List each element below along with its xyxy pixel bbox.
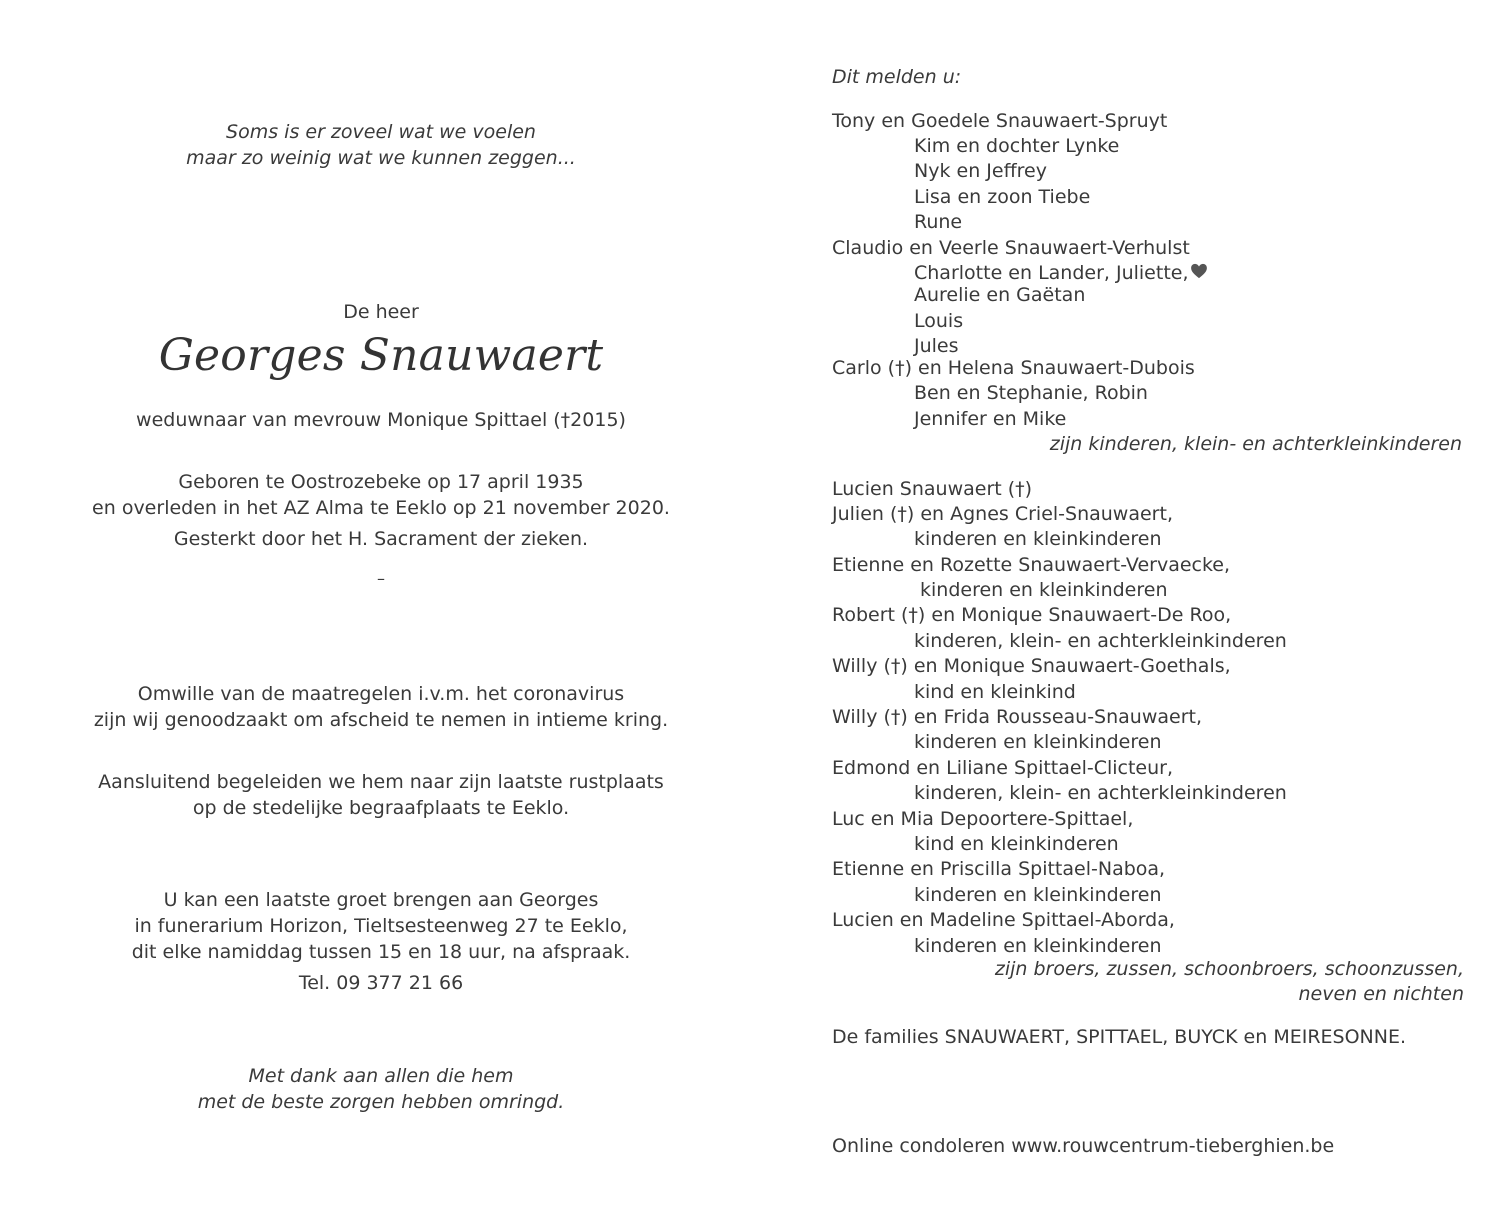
family-member: Jennifer en Mike <box>914 408 1067 430</box>
visit-line-2: in funerarium Horizon, Tieltsesteenweg 27 te Eeklo, <box>134 915 628 937</box>
family-member: Ben en Stephanie, Robin <box>914 382 1148 404</box>
sibling-descendants: kinderen en kleinkinderen <box>920 579 1168 601</box>
sibling-descendants: kind en kleinkind <box>914 681 1076 703</box>
family-head: Claudio en Veerle Snauwaert-Verhulst <box>832 237 1190 259</box>
salutation: De heer <box>343 301 419 323</box>
sibling-entry: Etienne en Priscilla Spittael-Naboa, <box>832 858 1166 880</box>
sibling-entry: Luc en Mia Depoortere-Spittael, <box>832 808 1134 830</box>
sibling-descendants: kind en kleinkinderen <box>914 833 1119 855</box>
families-line: De families SNAUWAERT, SPITTAEL, BUYCK en MEIRESONNE. <box>832 1026 1407 1048</box>
siblings-caption-line-1: zijn broers, zussen, schoonbroers, schoonzussen, <box>994 958 1464 980</box>
heart-icon <box>1190 262 1208 280</box>
family-member: Rune <box>914 211 963 233</box>
separator-dash: – <box>377 569 385 588</box>
sibling-entry: Edmond en Liliane Spittael-Clicteur, <box>832 757 1174 779</box>
sibling-entry: Willy (†) en Frida Rousseau-Snauwaert, <box>832 706 1203 728</box>
family-member: Aurelie en Gaëtan <box>914 284 1086 306</box>
thanks-line-1: Met dank aan allen die hem <box>248 1065 514 1087</box>
family-member: Charlotte en Lander, Juliette, <box>914 262 1189 284</box>
sibling-entry: Robert (†) en Monique Snauwaert-De Roo, <box>832 604 1232 626</box>
children-caption: zijn kinderen, klein- en achterkleinkinderen <box>1049 433 1462 455</box>
intro-line: Dit melden u: <box>832 66 962 88</box>
visit-line-1: U kan een laatste groet brengen aan Georges <box>163 889 599 911</box>
family-member: Lisa en zoon Tiebe <box>914 186 1091 208</box>
quote-line-1: Soms is er zoveel wat we voelen <box>226 121 536 143</box>
family-member: Jules <box>914 335 959 357</box>
family-member: Kim en dochter Lynke <box>914 135 1120 157</box>
sibling-entry: Willy (†) en Monique Snauwaert-Goethals, <box>832 655 1231 677</box>
sibling-descendants: kinderen, klein- en achterkleinkinderen <box>914 782 1287 804</box>
sibling-entry: Julien (†) en Agnes Criel-Snauwaert, <box>832 503 1173 525</box>
sibling-descendants: kinderen en kleinkinderen <box>914 528 1162 550</box>
burial-line-1: Aansluitend begeleiden we hem naar zijn laatste rustplaats <box>98 771 664 793</box>
quote-line-2: maar zo weinig wat we kunnen zeggen... <box>186 147 576 169</box>
sibling-descendants: kinderen en kleinkinderen <box>914 731 1162 753</box>
birth-line: Geboren te Oostrozebeke op 17 april 1935 <box>178 471 584 493</box>
sibling-entry: Lucien Snauwaert (†) <box>832 478 1033 500</box>
sibling-descendants: kinderen en kleinkinderen <box>914 884 1162 906</box>
widower-line: weduwnaar van mevrouw Monique Spittael (†2015) <box>136 409 626 431</box>
corona-line-2: zijn wij genoodzaakt om afscheid te nemen in intieme kring. <box>93 709 669 731</box>
sibling-entry: Etienne en Rozette Snauwaert-Vervaecke, <box>832 554 1231 576</box>
sibling-entry: Lucien en Madeline Spittael-Aborda, <box>832 909 1175 931</box>
family-member: Nyk en Jeffrey <box>914 160 1047 182</box>
family-head: Tony en Goedele Snauwaert-Spruyt <box>832 110 1168 132</box>
corona-line-1: Omwille van de maatregelen i.v.m. het coronavirus <box>137 683 625 705</box>
siblings-caption-line-2: neven en nichten <box>1298 983 1464 1005</box>
deceased-name: Georges Snauwaert <box>158 330 604 381</box>
phone-number: Tel. 09 377 21 66 <box>298 972 464 994</box>
thanks-line-2: met de beste zorgen hebben omringd. <box>197 1091 565 1113</box>
sacrament-line: Gesterkt door het H. Sacrament der zieken. <box>173 528 589 550</box>
burial-line-2: op de stedelijke begraafplaats te Eeklo. <box>192 797 570 819</box>
sibling-descendants: kinderen en kleinkinderen <box>914 935 1162 957</box>
death-line: en overleden in het AZ Alma te Eeklo op 21 november 2020. <box>92 497 670 519</box>
sibling-descendants: kinderen, klein- en achterkleinkinderen <box>914 630 1287 652</box>
visit-line-3: dit elke namiddag tussen 15 en 18 uur, na afspraak. <box>131 941 631 963</box>
family-member: Louis <box>914 310 964 332</box>
right-panel <box>832 0 1492 1214</box>
online-condolence-line: Online condoleren www.rouwcentrum-tieberghien.be <box>832 1135 1335 1157</box>
family-head: Carlo (†) en Helena Snauwaert-Dubois <box>832 357 1195 379</box>
